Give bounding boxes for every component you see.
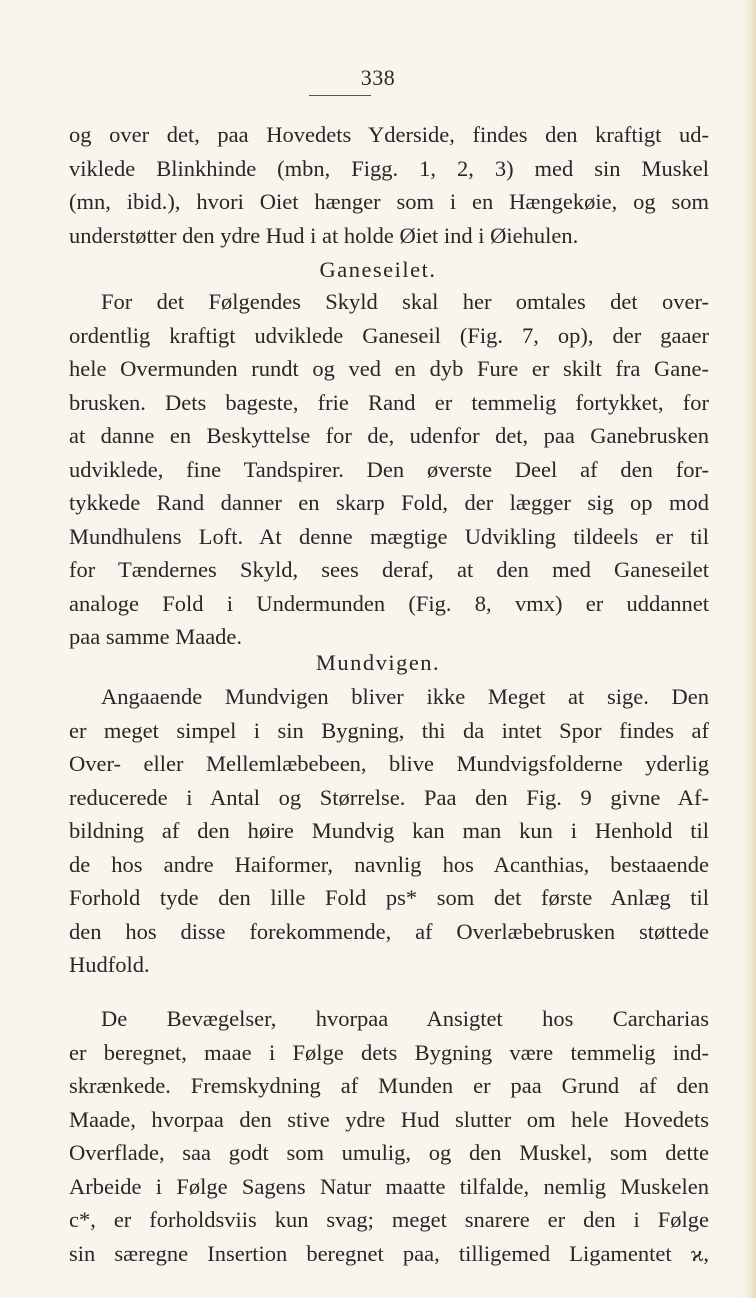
text-line: Over- eller Mellemlæbebeen, blive Mundvigsfolderne yderlig [69,751,709,776]
text-line: Angaaende Mundvigen bliver ikke Meget at sige. Den [101,684,709,709]
text-line: Maade, hvorpaa den stive ydre Hud slutter om hele Hovedets [69,1106,709,1132]
paragraph-bevaegelser [69,1002,709,1270]
text-line: understøtter den ydre Hud i at holde Øiet ind i Øiehulen. [69,222,579,248]
page-number-underline [309,95,371,96]
text-line: tykkede Rand danner en skarp Fold, der lægger sig op mod [69,490,709,515]
text-line: de hos andre Haiformer, navnlig hos Acanthias, bestaaende [69,851,709,877]
text-line: c*, er forholdsviis kun svag; meget snarere er den i Følge [69,1207,709,1232]
text-line: paa samme Maade. [69,624,243,649]
section-heading-mundvigen: Mundvigen. [315,650,441,675]
text-line: Mundhulens Loft. At denne mægtige Udvikling tildeels er til [69,523,709,549]
text-line: (mn, ibid.), hvori Oiet hænger som i en Hængekøie, og som [69,189,709,214]
text-line: Hudfold. [69,952,150,977]
text-line: Forhold tyde den lille Fold ps* som det første Anlæg til [69,885,709,910]
paragraph-ganeseil [69,285,709,654]
page-number: 338 [360,65,396,90]
page-edge-shadow [742,0,756,1298]
text-line: viklede Blinkhinde (mbn, Figg. 1, 2, 3) med sin Muskel [69,155,709,181]
text-line: at danne en Beskyttelse for de, udenfor det, paa Ganebrusken [69,423,709,448]
text-line: ordentlig kraftigt udviklede Ganeseil (Fig. 7, op), der gaaer [69,322,709,348]
text-line: De Bevægelser, hvorpaa Ansigtet hos Carcharias [101,1006,709,1031]
text-line: for Tændernes Skyld, sees deraf, at den med Ganeseilet [69,557,709,582]
text-line: Arbeide i Følge Sagens Natur maatte tilfalde, nemlig Muskelen [69,1173,709,1199]
text-line: skrænkede. Fremskydning af Munden er paa Grund af den [69,1073,709,1098]
text-line: brusken. Dets bageste, frie Rand er temmelig fortykket, for [69,389,709,415]
text-line: reducerede i Antal og Størrelse. Paa den Fig. 9 givne Af- [69,784,709,810]
paragraph-mundvigen [69,680,709,982]
section-heading-ganeseilet: Ganeseilet. [319,257,437,282]
text-line: bildning af den høire Mundvig kan man kun i Henhold til [69,818,709,843]
text-line: udviklede, fine Tandspirer. Den øverste Deel af den for- [69,456,709,482]
text-line: For det Følgendes Skyld skal her omtales det over- [101,289,709,314]
text-line: er meget simpel i sin Bygning, thi da intet Spor findes af [69,717,709,743]
text-line: Overflade, saa godt som umulig, og den Muskel, som dette [69,1140,709,1165]
paragraph-eyelid [69,118,709,252]
text-line: analoge Fold i Undermunden (Fig. 8, vmx) er uddannet [69,590,709,616]
text-line: er beregnet, maae i Følge dets Bygning være temmelig ind- [69,1039,709,1065]
text-line: den hos disse forekommende, af Overlæbebrusken støttede [69,918,709,944]
text-line: sin særegne Insertion beregnet paa, tilligemed Ligamentet ϰ, [69,1240,709,1266]
text-line: og over det, paa Hovedets Yderside, findes den kraftigt ud- [69,122,709,147]
text-line: hele Overmunden rundt og ved en dyb Fure er skilt fra Gane- [69,356,709,381]
